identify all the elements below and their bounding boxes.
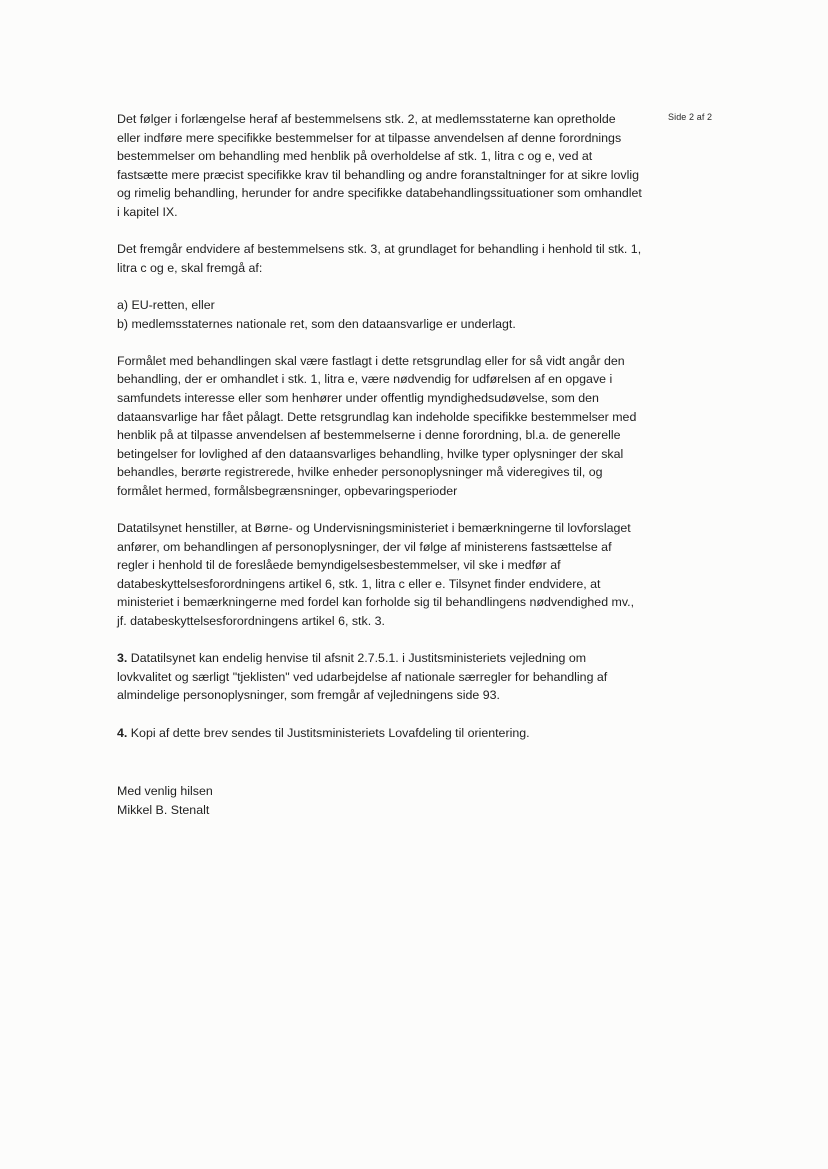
point-4-text: Kopi af dette brev sendes til Justitsministeriets Lovafdeling til orientering. (127, 725, 530, 740)
point-4-number: 4. (117, 725, 128, 740)
list-item-b: b) medlemsstaternes nationale ret, som den dataansvarlige er underlagt. (117, 316, 516, 331)
letter-body (117, 110, 642, 819)
point-3-text: Datatilsynet kan endelig henvise til afsnit 2.7.5.1. i Justitsministeriets vejledning om lovkvalitet og særligt "tjeklisten" ved udarbejdelse af nationale særregler for behandling af almindelige personoplysninger, som fremgår af vejledningens side 93. (117, 651, 608, 703)
signer-name: Mikkel B. Stenalt (117, 802, 210, 817)
paragraph-point-4 (117, 724, 642, 743)
paragraph-recommendation: Datatilsynet henstiller, at Børne- og Undervisningsministeriet i bemærkningerne til lovforslaget anfører, om behandlingen af personoplysninger, der vil følge af ministerens fastsættelse af regler i henhold til de foreslåede bemyndigelsesbestemmelser, vil ske i medfør af databeskyttelsesforordningens artikel 6, stk. 1, litra c eller e. Tilsynet finder endvidere, at ministeriet i bemærkningerne med fordel kan forholde sig til behandlingens nødvendighed mv., jf. databeskyttelsesforordningens artikel 6, stk. 3. (117, 521, 635, 629)
paragraph-purpose: Formålet med behandlingen skal være fastlagt i dette retsgrundlag eller for så vidt angår den behandling, der er omhandlet i stk. 1, litra e, være nødvendig for udførelsen af en opgave i samfundets interesse eller som henhører under offentlig myndighedsudøvelse, som den dataansvarlige har fået pålagt. Dette retsgrundlag kan indeholde specifikke bestemmelser med henblik på at tilpasse anvendelsen af bestemmelserne i denne forordning, bl.a. de generelle betingelser for lovlighed af den dataansvarliges behandling, hvilke typer oplysninger der skal behandles, berørte registrerede, hvilke enheder personoplysninger må videregives til, og formålet hermed, formålsbegrænsninger, opbevaringsperioder (117, 353, 637, 498)
point-3-number: 3. (117, 651, 128, 666)
signature-block (117, 782, 642, 819)
page-number: Side 2 af 2 (668, 112, 713, 122)
paragraph-stk2: Det følger i forlængelse heraf af bestemmelsens stk. 2, at medlemsstaterne kan opretholde eller indføre mere specifikke bestemmelser for at tilpasse anvendelsen af denne forordnings bestemmelser om behandling med henblik på overholdelse af stk. 1, litra c og e, ved at fastsætte mere præcist specifikke krav til behandling og andre foranstaltninger for at sikre lovlig og rimelig behandling, herunder for andre specifikke databehandlingssituationer som omhandlet i kapitel IX. (117, 112, 642, 219)
paragraph-point-3 (117, 649, 642, 705)
paragraph-stk3: Det fremgår endvidere af bestemmelsens stk. 3, at grundlaget for behandling i henhold til stk. 1, litra c og e, skal fremgå af: (117, 242, 642, 275)
list-item-a: a) EU-retten, eller (117, 297, 215, 312)
legal-basis-list (117, 296, 642, 333)
closing-greeting: Med venlig hilsen (117, 784, 213, 799)
